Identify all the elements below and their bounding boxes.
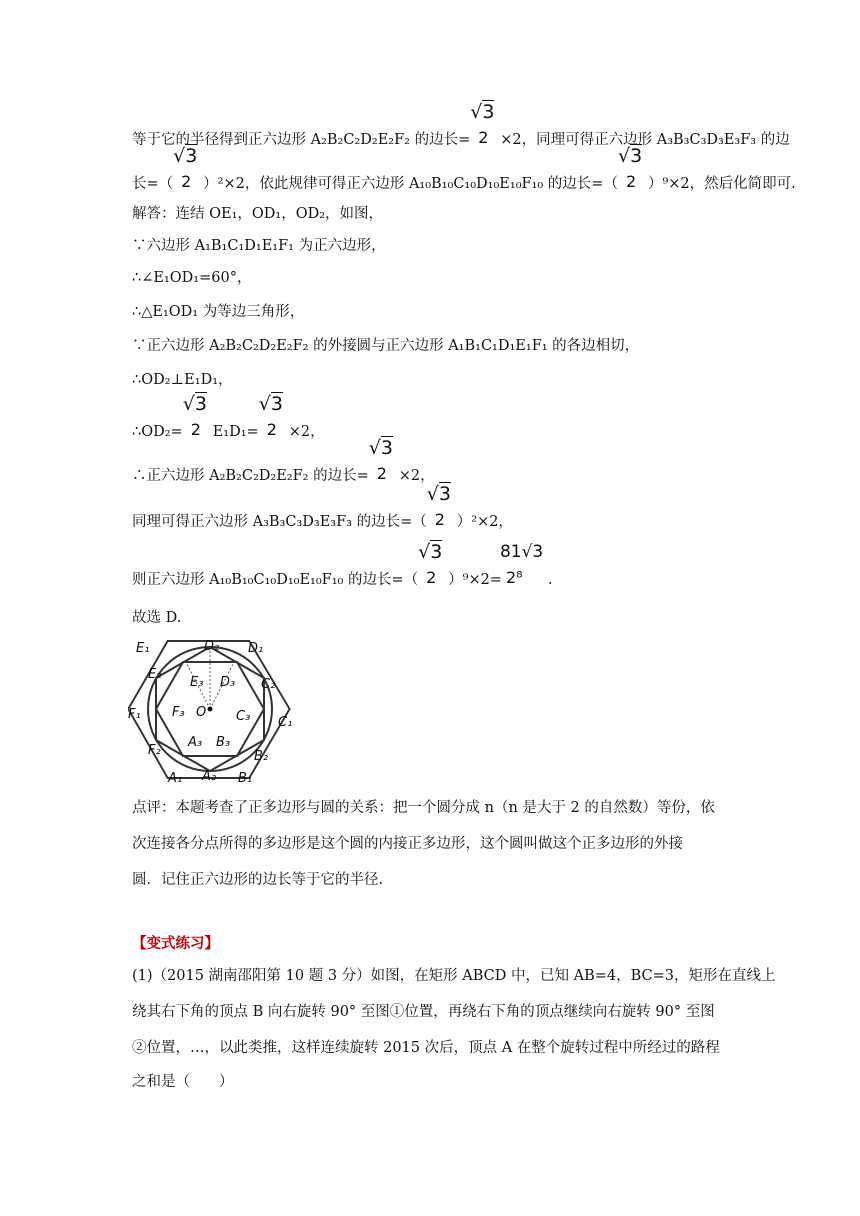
result-denominator: 2⁸ xyxy=(505,568,523,587)
radicand: 3 xyxy=(185,145,198,167)
text-line xyxy=(132,145,796,194)
text-segment: ）²×2，依此规律可得正六边形 A₁₀B₁₀C₁₀D₁₀E₁₀F₁₀ 的边长=（ xyxy=(203,176,618,192)
text-segment: 同理可得正六边形 A₃B₃C₃D₃E₃F₃ 的边长=（ xyxy=(132,514,427,530)
label-E1: E₁ xyxy=(136,641,150,656)
radicand: 3 xyxy=(430,541,443,563)
text-line xyxy=(132,541,553,590)
fraction-sqrt3-over-2 xyxy=(427,483,457,532)
text-segment: ∴OD₂= xyxy=(132,424,183,440)
result-numerator: 81√3 xyxy=(499,542,544,562)
fraction-result xyxy=(499,542,548,590)
radicand: 3 xyxy=(270,393,283,415)
label-A3: A₃ xyxy=(188,735,203,750)
nested-hexagons-figure xyxy=(128,634,294,786)
label-E3: E₃ xyxy=(190,675,204,690)
radicand: 3 xyxy=(438,483,451,505)
center-point xyxy=(208,707,213,712)
text-line: ∵六边形 A₁B₁C₁D₁E₁F₁ 为正六边形， xyxy=(132,238,386,254)
text-segment: 长=（ xyxy=(132,176,174,192)
text-line: ∴△E₁OD₁ 为等边三角形， xyxy=(132,304,305,320)
label-B3: B₃ xyxy=(216,735,231,750)
label-F3: F₃ xyxy=(172,705,185,720)
text-segment: ×2， xyxy=(398,468,435,484)
text-line: 故选 D. xyxy=(132,610,182,626)
fraction-sqrt3-over-2 xyxy=(618,145,648,194)
denominator: 2 xyxy=(434,510,445,529)
text-line: 圆．记住正六边形的边长等于它的半径. xyxy=(132,872,384,888)
text-line xyxy=(132,437,435,486)
fraction-sqrt3-over-2 xyxy=(259,393,289,442)
label-F1: F₁ xyxy=(128,707,141,722)
denominator: 2 xyxy=(266,420,277,439)
label-C3: C₃ xyxy=(236,709,251,724)
text-line: 绕其右下角的顶点 B 向右旋转 90° 至图①位置，再绕右下角的顶点继续向右旋转 90° 至图 xyxy=(132,1004,715,1020)
fraction-sqrt3-over-2 xyxy=(173,145,203,194)
text-line: ∴∠E₁OD₁=60°， xyxy=(132,270,252,286)
text-segment: . xyxy=(547,572,553,588)
label-D1: D₁ xyxy=(248,641,264,656)
denominator: 2 xyxy=(190,420,201,439)
text-segment: ）⁹×2= xyxy=(448,572,502,588)
label-E2: E₂ xyxy=(148,667,162,682)
label-B2: B₂ xyxy=(254,749,269,764)
text-segment: ×2， xyxy=(288,424,325,440)
label-A1: A₁ xyxy=(168,771,183,786)
radicand: 3 xyxy=(380,437,393,459)
text-line: 解答：连结 OE₁，OD₁，OD₂，如图， xyxy=(132,206,384,222)
fraction-sqrt3-over-2 xyxy=(369,437,399,486)
label-B1: B₁ xyxy=(238,771,253,786)
label-D2: D₂ xyxy=(204,639,220,654)
denominator: 2 xyxy=(625,172,637,191)
denominator: 2 xyxy=(478,128,489,147)
text-line xyxy=(132,483,513,532)
radicand: 3 xyxy=(630,145,643,167)
label-O: O xyxy=(196,705,207,720)
denominator: 2 xyxy=(181,172,192,191)
text-segment: 等于它的半径得到正六边形 A₂B₂C₂D₂E₂F₂ 的边长= xyxy=(132,132,471,148)
text-segment: ∴正六边形 A₂B₂C₂D₂E₂F₂ 的边长= xyxy=(132,468,369,484)
text-line xyxy=(132,393,325,442)
text-line: ∵正六边形 A₂B₂C₂D₂E₂F₂ 的外接圆与正六边形 A₁B₁C₁D₁E₁F₁ 的各边相切， xyxy=(132,338,640,354)
fraction-sqrt3-over-2 xyxy=(418,541,448,590)
text-segment: E₁D₁= xyxy=(212,424,259,440)
text-segment: 则正六边形 A₁₀B₁₀C₁₀D₁₀E₁₀F₁₀ 的边长=（ xyxy=(132,572,419,588)
fraction-sqrt3-over-2 xyxy=(183,393,213,442)
text-line: ②位置，…，以此类推，这样连续旋转 2015 次后，顶点 A 在整个旋转过程中所经过的路程 xyxy=(132,1040,720,1056)
text-segment: ）⁹×2，然后化简即可. xyxy=(647,176,796,192)
text-line: ∴OD₂⊥E₁D₁， xyxy=(132,372,233,388)
text-segment: ×2，同理可得正六边形 A₃B₃C₃D₃E₃F₃ 的边 xyxy=(500,132,790,148)
label-C2: C₂ xyxy=(261,677,276,692)
label-F2: F₂ xyxy=(148,743,161,758)
radicand: 3 xyxy=(482,101,495,123)
label-C1: C₁ xyxy=(278,715,293,730)
text-line: (1)（2015 湖南邵阳第 10 题 3 分）如图，在矩形 ABCD 中，已知 AB=4，BC=3，矩形在直线上 xyxy=(132,968,776,984)
text-line: 次连接各分点所得的多边形是这个圆的内接正多边形，这个圆叫做这个正多边形的外接 xyxy=(132,836,683,852)
text-line xyxy=(132,101,790,150)
radicand: 3 xyxy=(194,393,207,415)
text-line: 点评：本题考查了正多边形与圆的关系：把一个圆分成 n（n 是大于 2 的自然数）等份，依 xyxy=(132,800,715,816)
text-segment: ）²×2， xyxy=(456,514,513,530)
section-heading: 【变式练习】 xyxy=(132,936,219,952)
label-A2: A₂ xyxy=(202,769,217,784)
text-line: 之和是（ ） xyxy=(132,1074,234,1090)
denominator: 2 xyxy=(426,568,437,587)
denominator: 2 xyxy=(376,464,387,483)
fraction-sqrt3-over-2 xyxy=(470,101,500,150)
label-D3: D₃ xyxy=(220,675,236,690)
